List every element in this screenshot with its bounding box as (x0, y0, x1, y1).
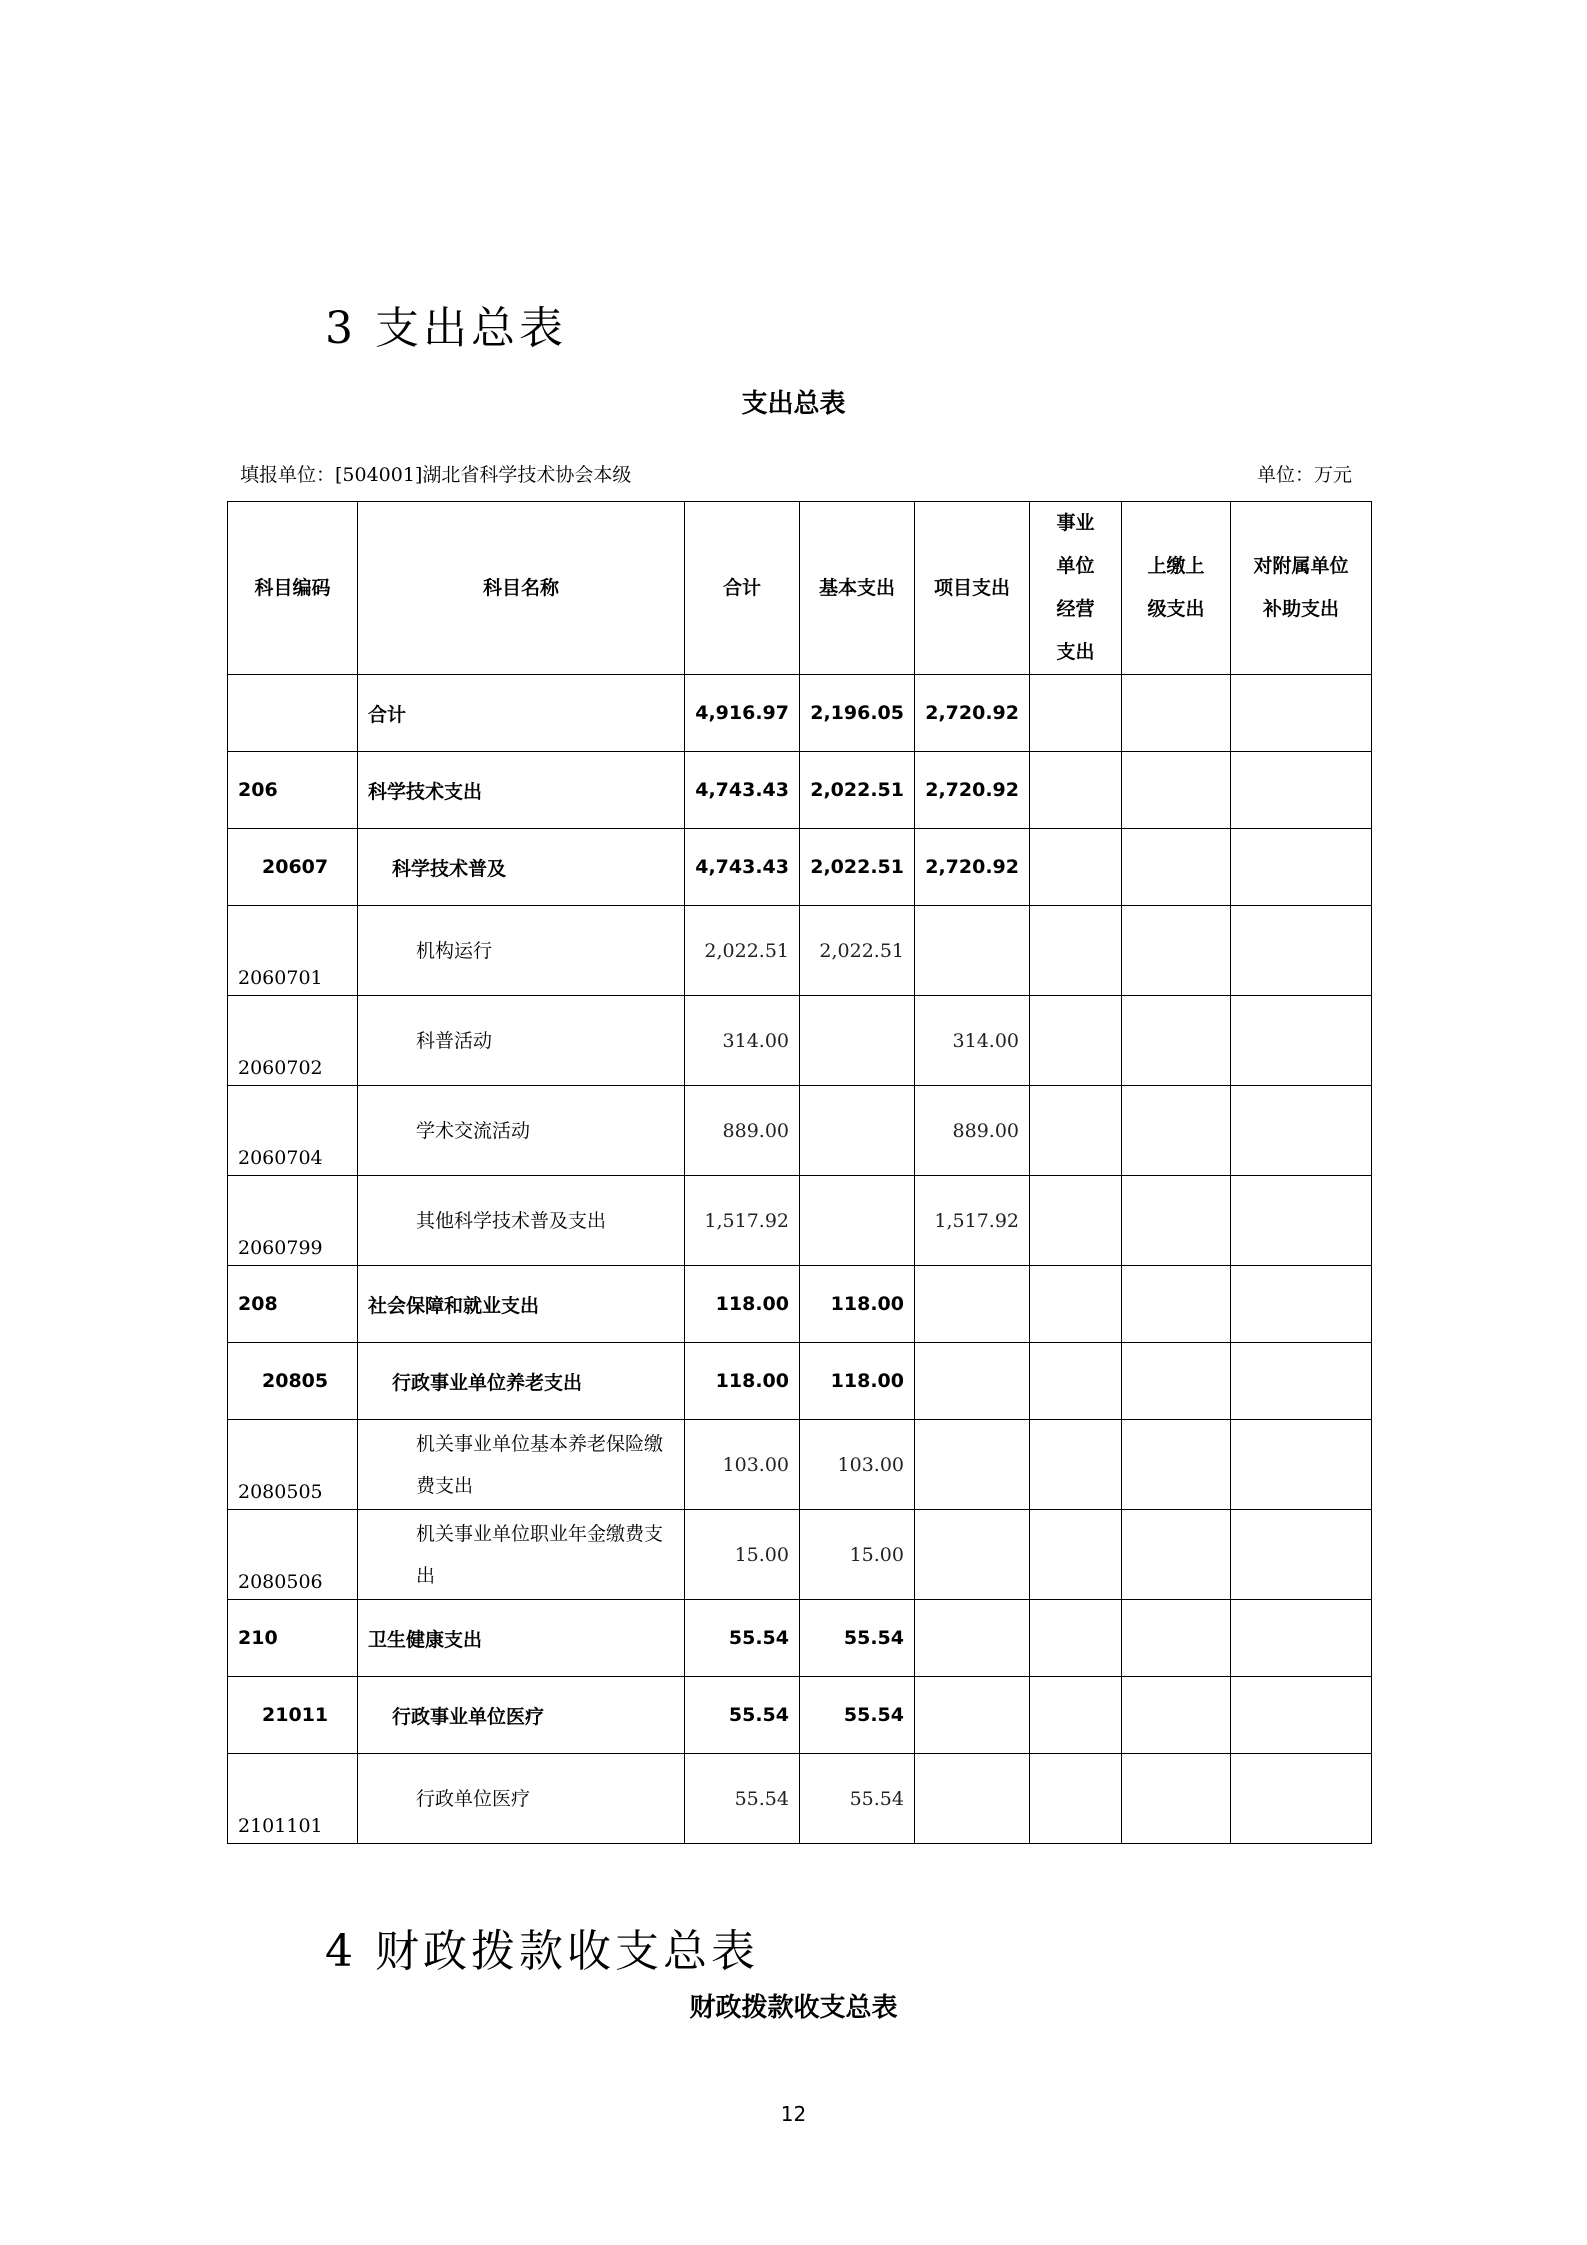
row-name: 行政事业单位医疗 (358, 1677, 685, 1754)
row-total: 15.00 (685, 1510, 800, 1600)
row-code: 2060702 (228, 996, 358, 1086)
row-business (1030, 1086, 1122, 1176)
row-subsidy (1231, 1754, 1372, 1844)
row-name: 行政单位医疗 (358, 1754, 685, 1844)
row-subsidy (1231, 1420, 1372, 1510)
row-project: 2,720.92 (915, 752, 1030, 829)
row-name: 科学技术普及 (358, 829, 685, 906)
row-business (1030, 1510, 1122, 1600)
row-basic: 55.54 (800, 1754, 915, 1844)
header-business: 事业 单位 经营 支出 (1030, 502, 1122, 675)
row-code: 208 (228, 1266, 358, 1343)
row-code: 2060704 (228, 1086, 358, 1176)
row-code: 2080505 (228, 1420, 358, 1510)
table-row (228, 1677, 1372, 1754)
row-total: 4,916.97 (685, 675, 800, 752)
row-code: 2101101 (228, 1754, 358, 1844)
row-total: 103.00 (685, 1420, 800, 1510)
row-business (1030, 1266, 1122, 1343)
row-upper (1122, 1510, 1231, 1600)
row-business (1030, 1677, 1122, 1754)
row-business (1030, 1343, 1122, 1420)
row-total: 4,743.43 (685, 829, 800, 906)
table-row (228, 996, 1372, 1086)
row-subsidy (1231, 1176, 1372, 1266)
row-basic: 2,022.51 (800, 906, 915, 996)
row-subsidy (1231, 1086, 1372, 1176)
row-upper (1122, 1086, 1231, 1176)
row-business (1030, 1176, 1122, 1266)
row-total: 55.54 (685, 1677, 800, 1754)
row-basic (800, 1086, 915, 1176)
row-basic: 2,022.51 (800, 829, 915, 906)
row-project (915, 906, 1030, 996)
row-business (1030, 1420, 1122, 1510)
section-heading-fiscal: 4 财政拨款收支总表 (325, 1926, 759, 1977)
row-name: 学术交流活动 (358, 1086, 685, 1176)
expenditure-table (227, 501, 1372, 1844)
row-total: 889.00 (685, 1086, 800, 1176)
row-upper (1122, 996, 1231, 1086)
table-row (228, 1600, 1372, 1677)
row-name: 科学技术支出 (358, 752, 685, 829)
row-project: 314.00 (915, 996, 1030, 1086)
row-basic: 103.00 (800, 1420, 915, 1510)
row-total: 118.00 (685, 1266, 800, 1343)
row-subsidy (1231, 752, 1372, 829)
row-subsidy (1231, 675, 1372, 752)
row-name: 机关事业单位职业年金缴费支出 (358, 1510, 685, 1600)
row-code: 21011 (228, 1677, 358, 1754)
table-row (228, 675, 1372, 752)
header-name: 科目名称 (358, 502, 685, 675)
row-code: 20805 (228, 1343, 358, 1420)
reporting-unit-label: 填报单位：[504001]湖北省科学技术协会本级 (240, 464, 632, 486)
row-total: 2,022.51 (685, 906, 800, 996)
row-code: 20607 (228, 829, 358, 906)
row-business (1030, 675, 1122, 752)
row-business (1030, 752, 1122, 829)
row-total: 4,743.43 (685, 752, 800, 829)
row-subsidy (1231, 996, 1372, 1086)
row-name: 社会保障和就业支出 (358, 1266, 685, 1343)
row-subsidy (1231, 1677, 1372, 1754)
row-name: 合计 (358, 675, 685, 752)
row-project: 2,720.92 (915, 675, 1030, 752)
row-name: 其他科学技术普及支出 (358, 1176, 685, 1266)
row-basic: 118.00 (800, 1266, 915, 1343)
row-upper (1122, 752, 1231, 829)
table-row (228, 1266, 1372, 1343)
row-project (915, 1343, 1030, 1420)
table-row (228, 1510, 1372, 1600)
row-total: 55.54 (685, 1754, 800, 1844)
row-upper (1122, 1420, 1231, 1510)
page-number: 12 (780, 2102, 807, 2126)
row-code (228, 675, 358, 752)
row-name: 机关事业单位基本养老保险缴费支出 (358, 1420, 685, 1510)
row-project (915, 1420, 1030, 1510)
row-business (1030, 1600, 1122, 1677)
row-upper (1122, 1754, 1231, 1844)
table-row (228, 1086, 1372, 1176)
table-row (228, 752, 1372, 829)
row-code: 2060701 (228, 906, 358, 996)
row-project (915, 1266, 1030, 1343)
header-code: 科目编码 (228, 502, 358, 675)
row-basic: 2,196.05 (800, 675, 915, 752)
table-title-fiscal: 财政拨款收支总表 (689, 1993, 898, 2023)
row-basic: 55.54 (800, 1677, 915, 1754)
row-project (915, 1600, 1030, 1677)
row-total: 1,517.92 (685, 1176, 800, 1266)
row-upper (1122, 1266, 1231, 1343)
table-title-expenditure: 支出总表 (741, 389, 846, 419)
section-heading-expenditure: 3 支出总表 (325, 303, 567, 354)
row-name: 机构运行 (358, 906, 685, 996)
row-subsidy (1231, 906, 1372, 996)
header-upper: 上缴上 级支出 (1122, 502, 1231, 675)
row-basic: 118.00 (800, 1343, 915, 1420)
table-header-row (228, 502, 1372, 675)
row-subsidy (1231, 1343, 1372, 1420)
row-project (915, 1754, 1030, 1844)
row-name: 科普活动 (358, 996, 685, 1086)
row-project: 889.00 (915, 1086, 1030, 1176)
row-business (1030, 1754, 1122, 1844)
row-basic: 15.00 (800, 1510, 915, 1600)
table-row (228, 1176, 1372, 1266)
row-code: 206 (228, 752, 358, 829)
row-name: 行政事业单位养老支出 (358, 1343, 685, 1420)
table-row (228, 829, 1372, 906)
row-total: 118.00 (685, 1343, 800, 1420)
row-total: 314.00 (685, 996, 800, 1086)
table-row (228, 1754, 1372, 1844)
row-business (1030, 906, 1122, 996)
table-row (228, 1343, 1372, 1420)
row-upper (1122, 1343, 1231, 1420)
row-basic: 2,022.51 (800, 752, 915, 829)
header-subsidy: 对附属单位 补助支出 (1231, 502, 1372, 675)
table-row (228, 906, 1372, 996)
row-upper (1122, 1176, 1231, 1266)
row-subsidy (1231, 1510, 1372, 1600)
row-subsidy (1231, 1600, 1372, 1677)
row-project (915, 1510, 1030, 1600)
row-upper (1122, 1600, 1231, 1677)
row-basic (800, 996, 915, 1086)
row-business (1030, 829, 1122, 906)
row-name: 卫生健康支出 (358, 1600, 685, 1677)
row-basic: 55.54 (800, 1600, 915, 1677)
row-project: 2,720.92 (915, 829, 1030, 906)
header-basic: 基本支出 (800, 502, 915, 675)
row-code: 2060799 (228, 1176, 358, 1266)
row-project (915, 1677, 1030, 1754)
row-business (1030, 996, 1122, 1086)
row-upper (1122, 829, 1231, 906)
row-subsidy (1231, 829, 1372, 906)
row-upper (1122, 906, 1231, 996)
header-project: 项目支出 (915, 502, 1030, 675)
row-code: 210 (228, 1600, 358, 1677)
row-subsidy (1231, 1266, 1372, 1343)
header-total: 合计 (685, 502, 800, 675)
row-project: 1,517.92 (915, 1176, 1030, 1266)
row-upper (1122, 675, 1231, 752)
row-total: 55.54 (685, 1600, 800, 1677)
row-code: 2080506 (228, 1510, 358, 1600)
row-upper (1122, 1677, 1231, 1754)
currency-unit-label: 单位：万元 (1256, 464, 1352, 486)
table-row (228, 1420, 1372, 1510)
row-basic (800, 1176, 915, 1266)
